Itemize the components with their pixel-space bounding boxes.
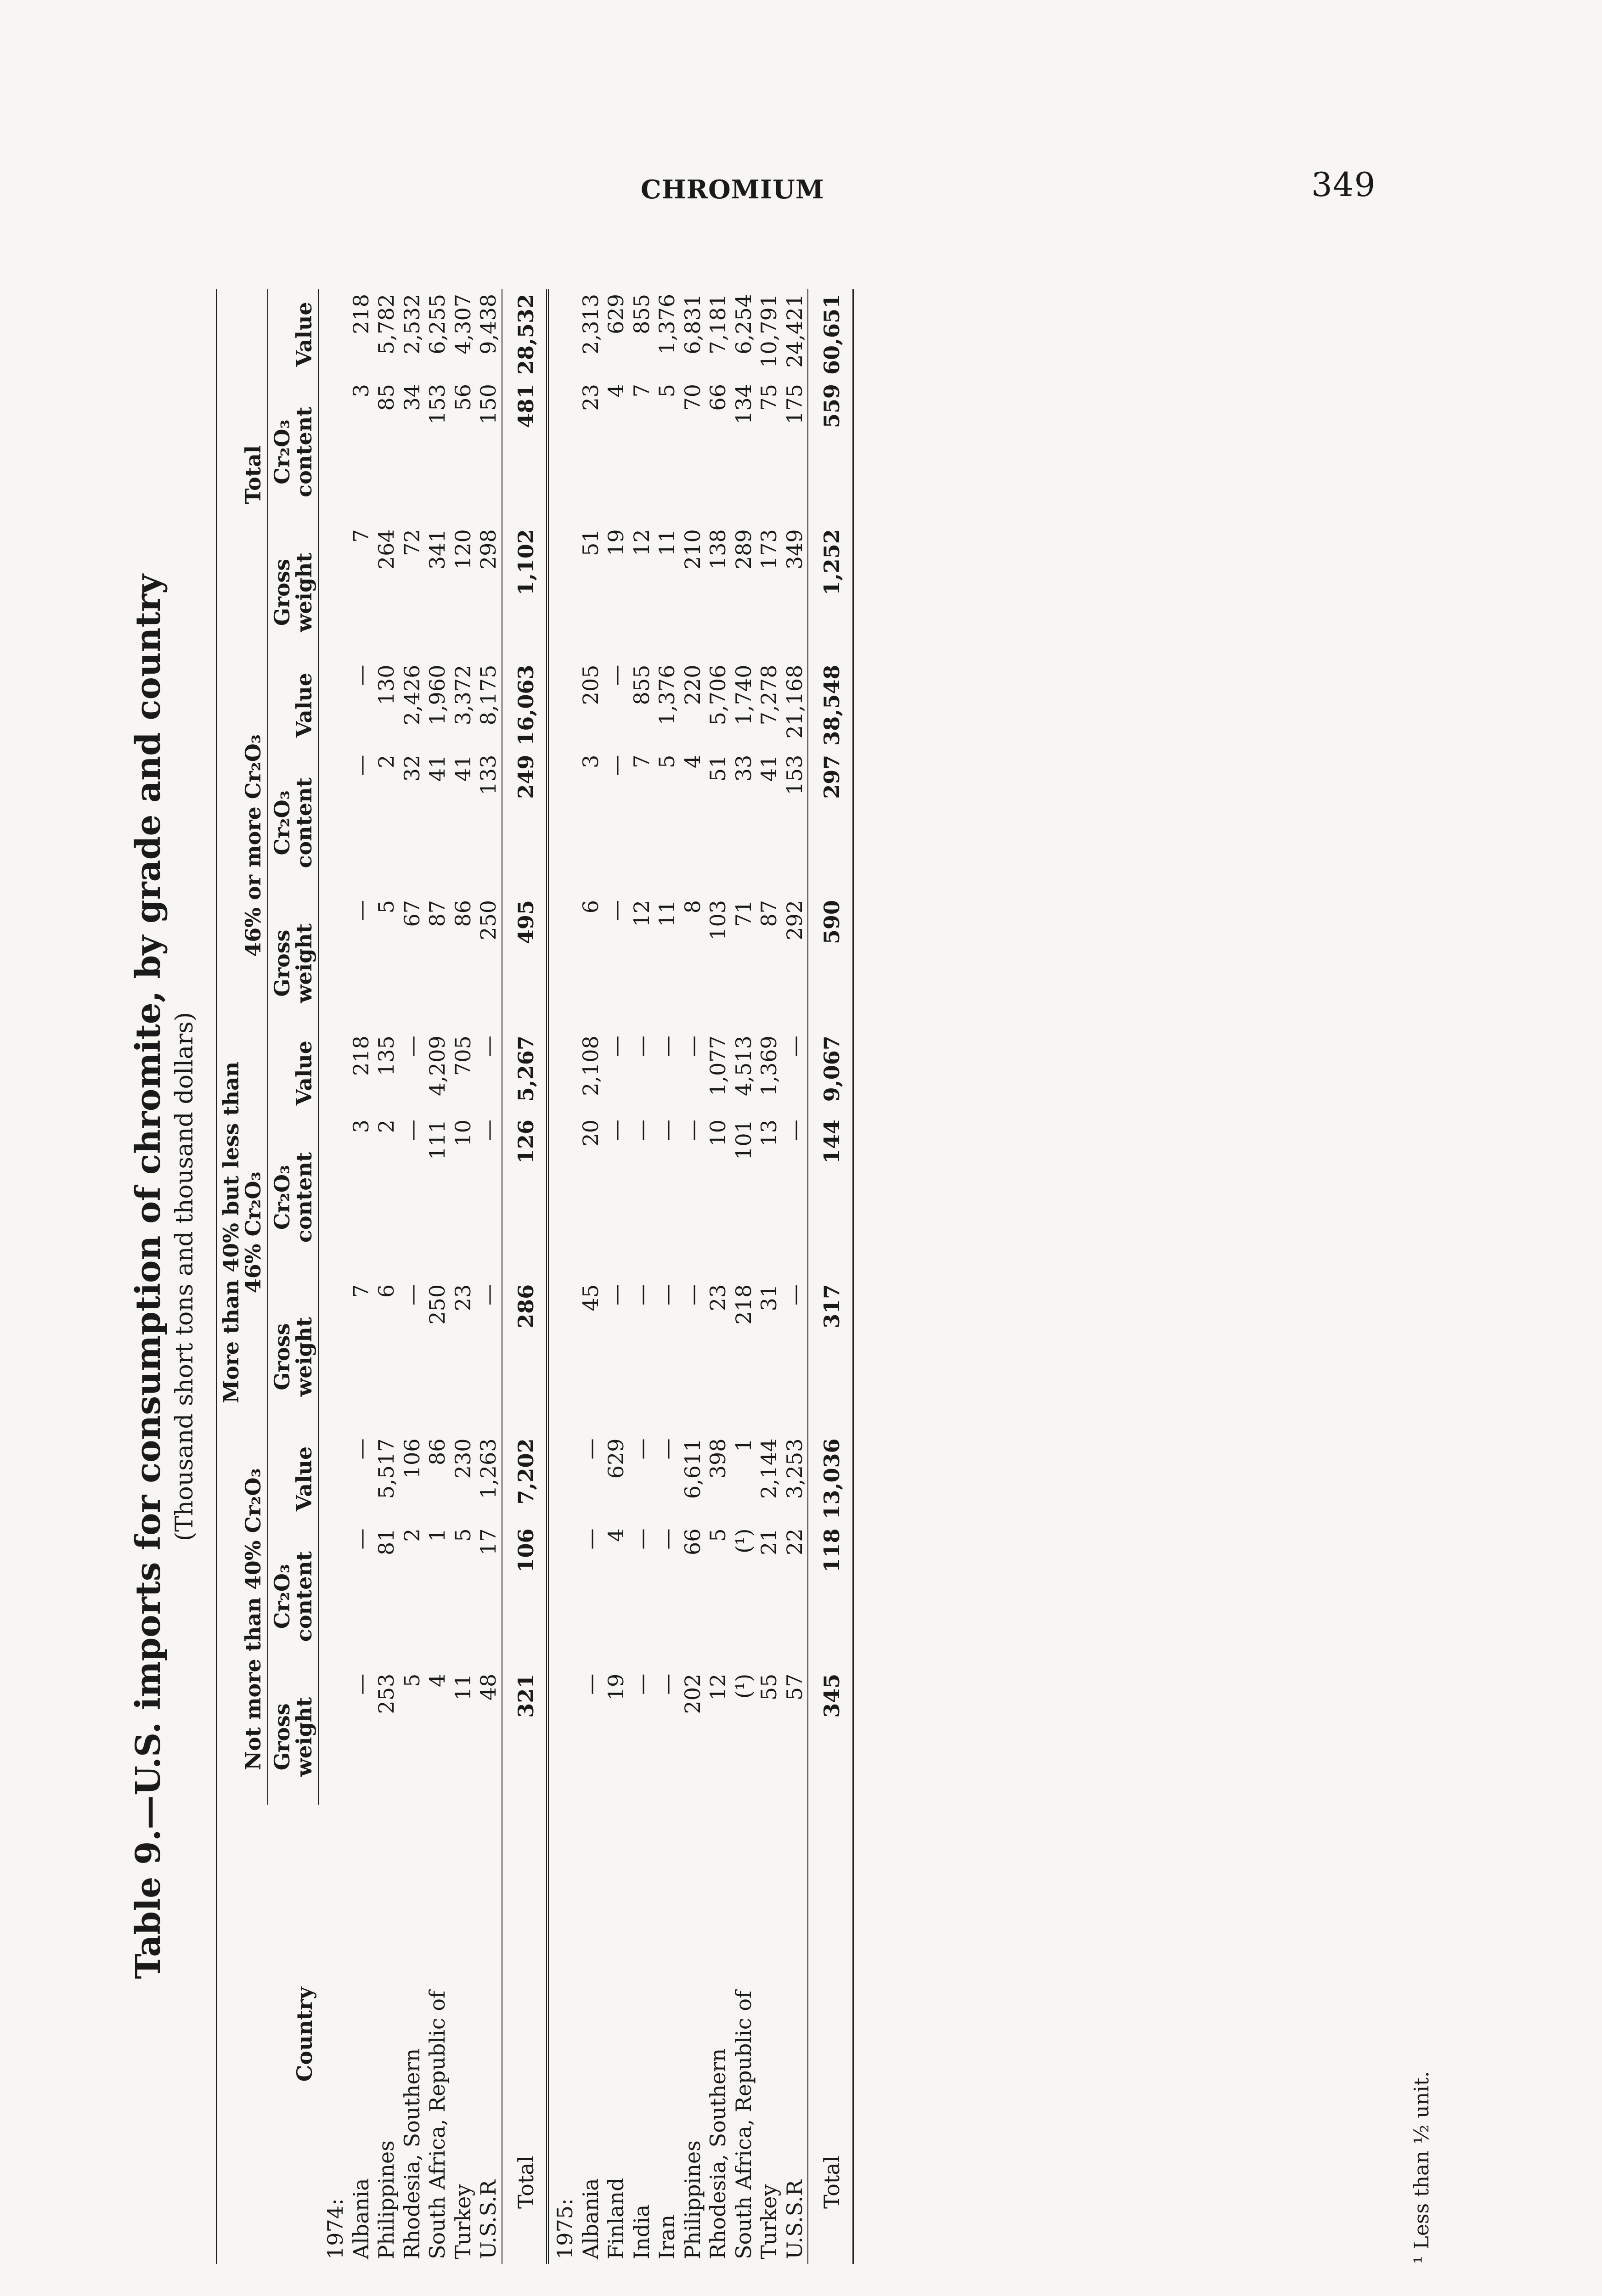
value-cell: 7: [629, 384, 654, 398]
country-name: South Africa, Republic of: [731, 1990, 756, 2259]
country-cell: [680, 1805, 706, 2264]
country-cell: [705, 1805, 731, 2264]
value-cell: 2,313: [578, 294, 603, 355]
header-cr2o3-content: Cr₂O₃ content: [268, 750, 319, 895]
table-body: [319, 289, 853, 2264]
value-cell: 6,831: [680, 294, 705, 355]
value-cell: 34: [399, 384, 424, 411]
total-value-cell: 1,102: [502, 524, 548, 660]
value-cell: 2,144: [756, 1438, 782, 1499]
running-head-title: CHROMIUM: [641, 174, 824, 205]
value-cell: —: [348, 900, 373, 921]
value-cell: 7,181: [705, 294, 731, 355]
value-cell: 220: [680, 664, 705, 705]
country-name: Albania: [348, 2178, 373, 2259]
chromite-imports-table: [216, 289, 854, 2264]
country-name: Finland: [604, 2178, 629, 2259]
value-cell: 56: [450, 384, 475, 411]
country-name: Philippines: [680, 2140, 705, 2259]
value-cell: 20: [578, 1120, 603, 1147]
value-cell: —: [604, 1120, 629, 1141]
value-cell: 21,168: [782, 664, 807, 739]
value-cell: 5,706: [705, 664, 731, 726]
value-cell: —: [680, 1120, 705, 1141]
total-label: Total: [808, 1805, 853, 2264]
value-cell: 2,108: [578, 1035, 603, 1096]
value-cell: 1,960: [425, 664, 450, 726]
total-value-cell: 144: [808, 1115, 853, 1280]
total-value-cell: 5,267: [502, 1031, 548, 1115]
value-cell: —: [604, 1035, 629, 1057]
value-cell: 3: [348, 384, 373, 398]
header-value: Value: [268, 289, 319, 379]
value-cell: —: [399, 1035, 424, 1057]
value-cell: 1,376: [654, 664, 680, 726]
total-value-cell: 321: [502, 1669, 548, 1805]
table-footnote: ¹ Less than ½ unit.: [1410, 2071, 1433, 2264]
table-row: [629, 289, 655, 2264]
page-number: 349: [1311, 165, 1376, 204]
total-value-cell: 559: [808, 379, 853, 524]
header-group-total: Total: [217, 289, 268, 660]
value-cell: 134: [731, 384, 756, 424]
header-value: Value: [268, 660, 319, 750]
value-cell: (¹): [731, 1673, 756, 1699]
value-cell: 150: [476, 384, 501, 424]
total-value-cell: 1,252: [808, 524, 853, 660]
value-cell: 51: [578, 529, 603, 556]
value-cell: 23: [578, 384, 603, 411]
country-cell: [756, 1805, 782, 2264]
value-cell: 32: [399, 754, 424, 782]
value-cell: 250: [476, 900, 501, 940]
value-cell: —: [782, 1035, 807, 1057]
value-cell: 87: [756, 900, 782, 927]
value-cell: 855: [629, 294, 654, 334]
value-cell: —: [654, 1120, 680, 1141]
value-cell: 218: [348, 294, 373, 334]
value-cell: 349: [782, 529, 807, 570]
value-cell: 12: [705, 1673, 731, 1701]
value-cell: 1,740: [731, 664, 756, 726]
value-cell: 12: [629, 529, 654, 556]
country-cell: [349, 1805, 374, 2264]
value-cell: 4,513: [731, 1035, 756, 1096]
value-cell: 41: [425, 754, 450, 782]
value-cell: 7: [629, 754, 654, 768]
total-value-cell: 317: [808, 1280, 853, 1434]
country-cell: [451, 1805, 476, 2264]
value-cell: 87: [425, 900, 450, 927]
value-cell: 6,611: [680, 1438, 705, 1499]
total-row: [808, 289, 853, 2264]
value-cell: 289: [731, 529, 756, 570]
header-group-40-46: More than 40% but less than 46% Cr₂O₃: [217, 1031, 268, 1434]
value-cell: 21: [756, 1528, 782, 1556]
table-row: [705, 289, 731, 2264]
country-name: U.S.S.R: [782, 2180, 807, 2259]
total-value-cell: 38,548: [808, 660, 853, 750]
table-row: [680, 289, 706, 2264]
value-cell: —: [629, 1438, 654, 1460]
total-value-cell: 126: [502, 1115, 548, 1280]
header-gross-weight: Gross weight: [268, 1669, 319, 1805]
country-name: U.S.S.R: [476, 2180, 501, 2259]
country-name: Turkey: [756, 2184, 782, 2259]
header-country: Country: [217, 1805, 319, 2264]
total-value-cell: 13,036: [808, 1434, 853, 1524]
total-value-cell: 106: [502, 1524, 548, 1669]
value-cell: 5: [705, 1528, 731, 1542]
value-cell: —: [629, 1035, 654, 1057]
value-cell: —: [680, 1284, 705, 1306]
table-row: [578, 289, 604, 2264]
value-cell: 4: [604, 384, 629, 398]
value-cell: 4,307: [450, 294, 475, 355]
year-label: 1974:: [323, 2198, 348, 2259]
value-cell: 13: [756, 1120, 782, 1147]
value-cell: 23: [450, 1284, 475, 1311]
value-cell: 4,209: [425, 1035, 450, 1096]
country-cell: [731, 1805, 757, 2264]
value-cell: 855: [629, 664, 654, 705]
value-cell: 253: [374, 1673, 399, 1714]
country-cell: [425, 1805, 451, 2264]
header-cr2o3-content: Cr₂O₃ content: [268, 379, 319, 524]
value-cell: 2: [374, 754, 399, 768]
value-cell: 12: [629, 900, 654, 927]
value-cell: 10: [450, 1120, 475, 1147]
value-cell: 1: [425, 1528, 450, 1542]
value-cell: 2,532: [399, 294, 424, 355]
value-cell: 10: [705, 1120, 731, 1147]
country-cell: [604, 1805, 629, 2264]
value-cell: —: [399, 1284, 424, 1306]
value-cell: 7,278: [756, 664, 782, 726]
value-cell: 31: [756, 1284, 782, 1311]
total-value-cell: 286: [502, 1280, 548, 1434]
value-cell: 4: [680, 754, 705, 768]
value-cell: 6: [578, 900, 603, 914]
value-cell: 3,253: [782, 1438, 807, 1499]
table-subtitle: (Thousand short tons and thousand dollars): [171, 1012, 198, 1542]
value-cell: 19: [604, 529, 629, 556]
value-cell: —: [654, 1284, 680, 1306]
value-cell: 41: [450, 754, 475, 782]
value-cell: 135: [374, 1035, 399, 1076]
country-name: India: [629, 2204, 654, 2259]
value-cell: 4: [604, 1528, 629, 1542]
value-cell: —: [654, 1438, 680, 1460]
table-title: Table 9.—U.S. imports for consumption of chromite, by grade and country: [129, 574, 168, 1979]
table-row: [374, 289, 400, 2264]
value-cell: 45: [578, 1284, 603, 1311]
value-cell: 8,175: [476, 664, 501, 726]
value-cell: 1,376: [654, 294, 680, 355]
country-name: Rhodesia, Southern: [705, 2048, 731, 2259]
value-cell: 5,782: [374, 294, 399, 355]
table-row: [400, 289, 425, 2264]
value-cell: —: [629, 1673, 654, 1695]
value-cell: 120: [450, 529, 475, 570]
value-cell: 101: [731, 1120, 756, 1160]
value-cell: 298: [476, 529, 501, 570]
value-cell: 9,438: [476, 294, 501, 355]
value-cell: —: [604, 664, 629, 686]
value-cell: —: [476, 1035, 501, 1057]
value-cell: 5: [654, 754, 680, 768]
country-name: Turkey: [450, 2184, 475, 2259]
value-cell: 2: [399, 1528, 424, 1542]
value-cell: 292: [782, 900, 807, 940]
year-label: 1975:: [547, 289, 578, 2264]
value-cell: 5: [399, 1673, 424, 1688]
country-cell: [654, 1805, 680, 2264]
value-cell: —: [399, 1120, 424, 1141]
total-value-cell: 345: [808, 1669, 853, 1805]
value-cell: 1,263: [476, 1438, 501, 1499]
value-cell: 11: [450, 1673, 475, 1701]
year-row: [547, 289, 578, 2264]
header-group-under-40: Not more than 40% Cr₂O₃: [217, 1434, 268, 1805]
value-cell: 17: [476, 1528, 501, 1556]
total-value-cell: 297: [808, 750, 853, 895]
value-cell: 7: [348, 529, 373, 543]
value-cell: —: [604, 754, 629, 776]
total-value-cell: 7,202: [502, 1434, 548, 1524]
value-cell: —: [476, 1284, 501, 1306]
value-cell: 629: [604, 1438, 629, 1479]
value-cell: —: [348, 754, 373, 776]
table-row: [451, 289, 476, 2264]
value-cell: 264: [374, 529, 399, 570]
value-cell: 2: [374, 1120, 399, 1133]
value-cell: —: [629, 1284, 654, 1306]
table-row: [654, 289, 680, 2264]
value-cell: 130: [374, 664, 399, 705]
value-cell: —: [654, 1035, 680, 1057]
value-cell: —: [578, 1673, 603, 1695]
value-cell: 71: [731, 900, 756, 927]
value-cell: 66: [705, 384, 731, 411]
value-cell: 24,421: [782, 294, 807, 368]
table-row: [425, 289, 451, 2264]
value-cell: 7: [348, 1284, 373, 1298]
value-cell: 3: [578, 754, 603, 768]
value-cell: 218: [348, 1035, 373, 1076]
value-cell: 1,369: [756, 1035, 782, 1096]
value-cell: 103: [705, 900, 731, 940]
country-name: Albania: [578, 2178, 603, 2259]
header-gross-weight: Gross weight: [268, 524, 319, 660]
country-cell: [782, 1805, 808, 2264]
value-cell: 86: [450, 900, 475, 927]
value-cell: —: [348, 1673, 373, 1695]
value-cell: 398: [705, 1438, 731, 1479]
value-cell: 5: [450, 1528, 475, 1542]
header-gross-weight: Gross weight: [268, 1280, 319, 1434]
country-name: Rhodesia, Southern: [399, 2048, 424, 2259]
header-cr2o3-content: Cr₂O₃ content: [268, 1115, 319, 1280]
value-cell: 22: [782, 1528, 807, 1556]
value-cell: 8: [680, 900, 705, 914]
value-cell: 5: [654, 384, 680, 398]
table-row: [731, 289, 757, 2264]
country-name: Philippines: [374, 2140, 399, 2259]
value-cell: —: [680, 1035, 705, 1057]
table-row: [349, 289, 374, 2264]
value-cell: —: [629, 1120, 654, 1141]
value-cell: —: [348, 664, 373, 686]
table-row: [782, 289, 808, 2264]
header-group-46-plus: 46% or more Cr₂O₃: [217, 660, 268, 1031]
value-cell: 75: [756, 384, 782, 411]
value-cell: 55: [756, 1673, 782, 1701]
table-row: [756, 289, 782, 2264]
value-cell: 4: [425, 1673, 450, 1688]
value-cell: 2,426: [399, 664, 424, 726]
country-cell: [629, 1805, 655, 2264]
value-cell: 202: [680, 1673, 705, 1714]
value-cell: 86: [425, 1438, 450, 1465]
total-value-cell: 28,532: [502, 289, 548, 379]
value-cell: —: [629, 1528, 654, 1550]
total-value-cell: 60,651: [808, 289, 853, 379]
value-cell: 5: [374, 900, 399, 914]
value-cell: 81: [374, 1528, 399, 1556]
value-cell: 230: [450, 1438, 475, 1479]
header-cr2o3-content: Cr₂O₃ content: [268, 1524, 319, 1669]
value-cell: 6,254: [731, 294, 756, 355]
value-cell: —: [348, 1438, 373, 1460]
value-cell: 3,372: [450, 664, 475, 726]
value-cell: 6: [374, 1284, 399, 1298]
value-cell: —: [348, 1528, 373, 1550]
value-cell: 67: [399, 900, 424, 927]
value-cell: 41: [756, 754, 782, 782]
value-cell: 19: [604, 1673, 629, 1701]
value-cell: 133: [476, 754, 501, 795]
value-cell: 250: [425, 1284, 450, 1325]
value-cell: 3: [348, 1120, 373, 1133]
total-value-cell: 118: [808, 1524, 853, 1669]
value-cell: 6,255: [425, 294, 450, 355]
header-value: Value: [268, 1434, 319, 1524]
total-label: Total: [502, 1805, 548, 2264]
country-cell: [476, 1805, 502, 2264]
value-cell: —: [604, 900, 629, 921]
value-cell: 111: [425, 1120, 450, 1160]
value-cell: 72: [399, 529, 424, 556]
value-cell: 153: [425, 384, 450, 424]
header-value: Value: [268, 1031, 319, 1115]
value-cell: —: [578, 1528, 603, 1550]
rotated-table-block: [129, 248, 1461, 2296]
value-cell: —: [604, 1284, 629, 1306]
value-cell: 205: [578, 664, 603, 705]
value-cell: 341: [425, 529, 450, 570]
value-cell: 173: [756, 529, 782, 570]
country-name: South Africa, Republic of: [425, 1990, 450, 2259]
value-cell: 51: [705, 754, 731, 782]
year-row: [319, 289, 349, 2264]
value-cell: (¹): [731, 1528, 756, 1553]
value-cell: —: [782, 1284, 807, 1306]
value-cell: 48: [476, 1673, 501, 1701]
value-cell: —: [654, 1673, 680, 1695]
value-cell: 175: [782, 384, 807, 424]
value-cell: 11: [654, 900, 680, 927]
value-cell: —: [578, 1438, 603, 1460]
value-cell: 5,517: [374, 1438, 399, 1499]
value-cell: 33: [731, 754, 756, 782]
value-cell: 106: [399, 1438, 424, 1479]
table-row: [476, 289, 502, 2264]
total-value-cell: 590: [808, 895, 853, 1031]
value-cell: 210: [680, 529, 705, 570]
table-row: [604, 289, 629, 2264]
value-cell: 23: [705, 1284, 731, 1311]
total-value-cell: 9,067: [808, 1031, 853, 1115]
country-cell: [578, 1805, 604, 2264]
value-cell: 70: [680, 384, 705, 411]
value-cell: 57: [782, 1673, 807, 1701]
value-cell: 11: [654, 529, 680, 556]
value-cell: —: [654, 1528, 680, 1550]
value-cell: 218: [731, 1284, 756, 1325]
value-cell: 1,077: [705, 1035, 731, 1096]
total-row: [502, 289, 548, 2264]
value-cell: 153: [782, 754, 807, 795]
value-cell: 138: [705, 529, 731, 570]
country-cell: [400, 1805, 425, 2264]
value-cell: 66: [680, 1528, 705, 1556]
value-cell: 85: [374, 384, 399, 411]
total-value-cell: 249: [502, 750, 548, 895]
total-value-cell: 16,063: [502, 660, 548, 750]
country-cell: [374, 1805, 400, 2264]
total-value-cell: 481: [502, 379, 548, 524]
value-cell: —: [782, 1120, 807, 1141]
value-cell: 1: [731, 1438, 756, 1452]
total-value-cell: 495: [502, 895, 548, 1031]
value-cell: 705: [450, 1035, 475, 1076]
value-cell: —: [476, 1120, 501, 1141]
value-cell: 10,791: [756, 294, 782, 368]
header-gross-weight: Gross weight: [268, 895, 319, 1031]
country-name: Iran: [654, 2214, 680, 2259]
value-cell: 629: [604, 294, 629, 334]
